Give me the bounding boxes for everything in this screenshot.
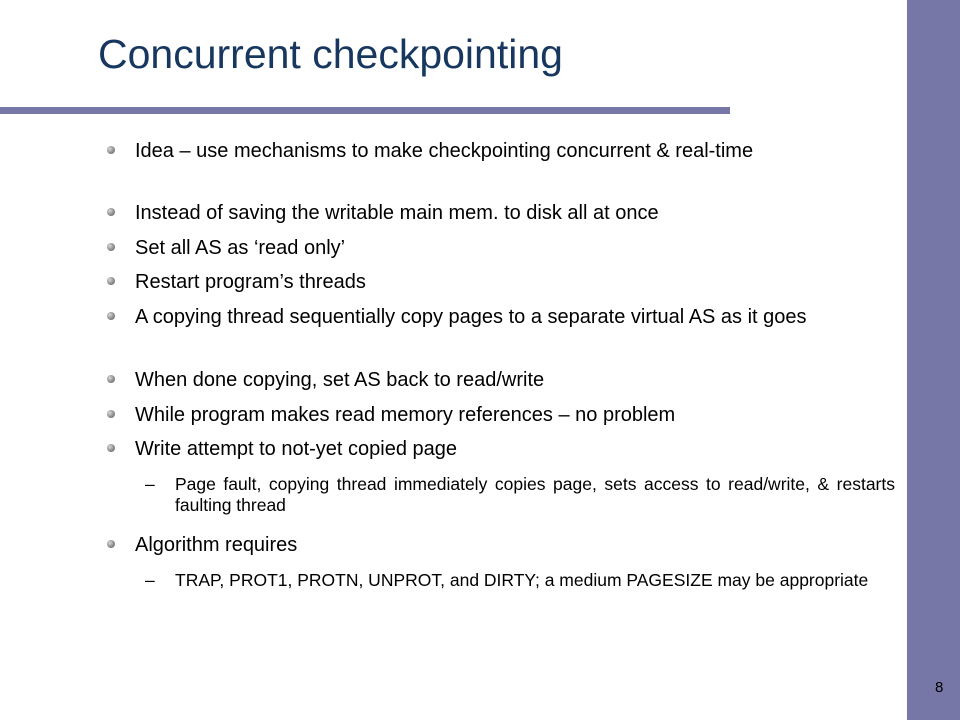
bullet-text: While program makes read memory references – no problem <box>135 404 676 426</box>
sub-bullet-dash: – <box>145 474 155 494</box>
bullet-text: Algorithm requires <box>135 534 298 556</box>
bullet-item <box>135 305 870 329</box>
bullet-dot-icon <box>107 444 115 452</box>
bullet-dot-icon <box>107 375 115 383</box>
bullet-item <box>135 403 870 427</box>
sub-bullet-text: Page fault, copying thread immediately copies page, sets access to read/write, & restarts faulting thread <box>175 474 895 515</box>
sub-bullet-dash: – <box>145 570 155 590</box>
bullet-item <box>135 437 870 461</box>
bullet-dot-icon <box>107 312 115 320</box>
bullet-item <box>135 368 870 392</box>
bullet-text: Set all AS as ‘read only’ <box>135 237 346 259</box>
bullet-text: A copying thread sequentially copy pages to a separate virtual AS as it goes <box>135 306 807 328</box>
bullet-text: Idea – use mechanisms to make checkpointing concurrent & real-time <box>135 140 754 162</box>
bullet-item <box>135 270 870 294</box>
slide-title: Concurrent checkpointing <box>98 31 563 77</box>
sub-bullet-text: TRAP, PROT1, PROTN, UNPROT, and DIRTY; a medium PAGESIZE may be appropriate <box>175 570 869 590</box>
bullet-text: When done copying, set AS back to read/write <box>135 369 545 391</box>
bullet-item <box>135 533 870 557</box>
bullet-item <box>135 236 870 260</box>
bullet-text: Restart program’s threads <box>135 271 366 293</box>
slide-number: 8 <box>935 679 944 696</box>
bullet-dot-icon <box>107 277 115 285</box>
sub-bullet-item <box>145 570 895 591</box>
bullet-dot-icon <box>107 146 115 154</box>
bullet-text: Instead of saving the writable main mem. to disk all at once <box>135 202 659 224</box>
sub-bullet-item <box>145 474 895 516</box>
bullet-dot-icon <box>107 540 115 548</box>
bullet-item <box>135 139 870 163</box>
bullet-dot-icon <box>107 243 115 251</box>
bullet-dot-icon <box>107 208 115 216</box>
bullet-text: Write attempt to not-yet copied page <box>135 438 458 460</box>
bullet-dot-icon <box>107 410 115 418</box>
bullet-item <box>135 201 870 225</box>
